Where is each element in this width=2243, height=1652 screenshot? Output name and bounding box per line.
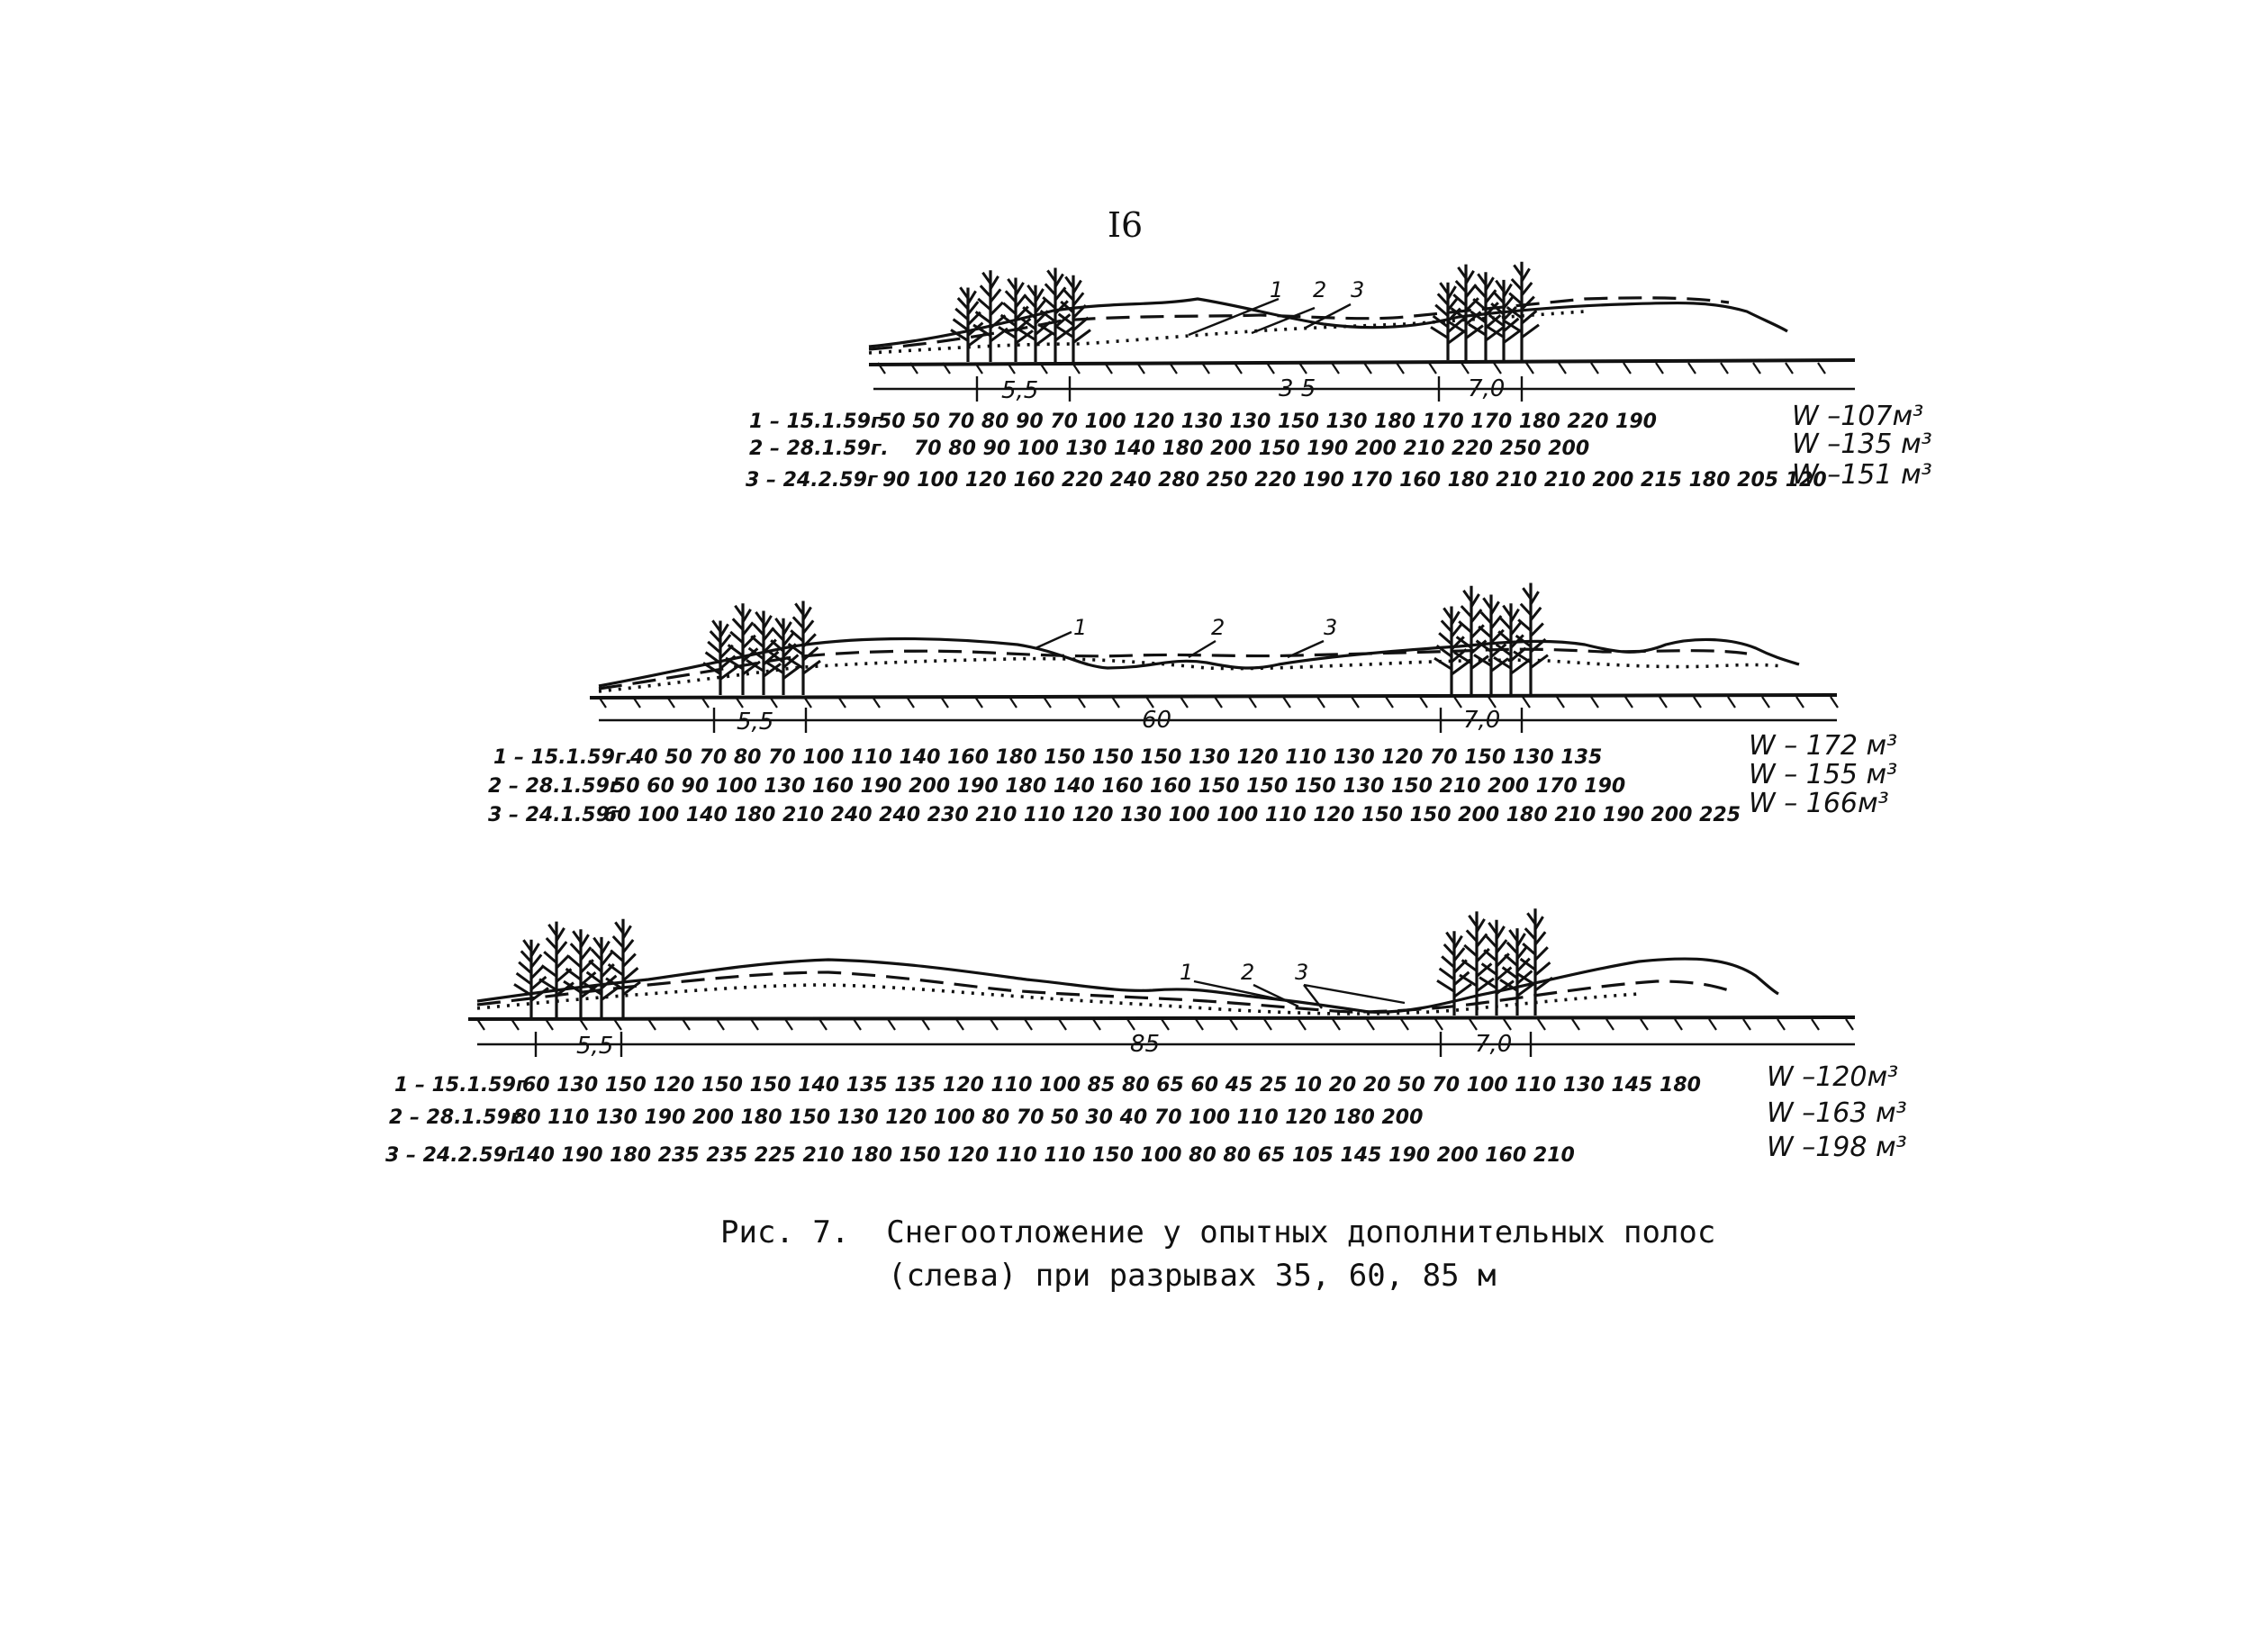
tree-belt-right (1431, 262, 1539, 360)
hatch-tick (1559, 363, 1566, 374)
hatch-tick (1762, 697, 1769, 708)
dim-gap: 3 5 (1279, 375, 1316, 402)
row-values-3: 140 190 180 235 235 225 210 180 150 120 110 110 150 100 80 80 65 105 145 190 200 160 210 (513, 1144, 1575, 1167)
dim-gap: 85 (1130, 1031, 1161, 1058)
dim-left-belt: 5,5 (576, 1033, 614, 1060)
hatch-tick (1786, 363, 1793, 374)
row-label-3: 3 – 24.2.59г (746, 469, 878, 492)
hatch-tick (819, 1019, 827, 1030)
row-label-3: 3 – 24.2.59г (385, 1144, 518, 1167)
row-values-2: 70 80 90 100 130 140 180 200 150 190 200 210 220 250 200 (914, 438, 1590, 460)
dimension-line (477, 1032, 1855, 1057)
hatch-tick (854, 1019, 861, 1030)
row-w-1: W –120м³ (1767, 1061, 1899, 1093)
hatch-tick (1675, 1019, 1682, 1030)
hatch-tick (1454, 697, 1461, 708)
hatch-tick (1283, 697, 1290, 708)
dim-right-belt: 7,0 (1468, 375, 1506, 402)
snow-profile-1 (477, 959, 1778, 1012)
hatch-tick (1299, 363, 1307, 374)
diagram-gap-35 (746, 262, 1932, 492)
hatch-tick (751, 1019, 758, 1030)
hatch-tick (1112, 697, 1119, 708)
hatch-tick (1526, 363, 1533, 374)
row-label-2: 2 – 28.1.59г. (749, 438, 889, 460)
ground-line (468, 1017, 1855, 1019)
hatch-tick (1721, 363, 1728, 374)
dimension-line (599, 708, 1837, 733)
row-w-2: W –135 м³ (1792, 429, 1932, 460)
row-label-3: 3 – 24.1.59г (488, 804, 620, 826)
tree-belt-left (703, 601, 820, 696)
row-values-1: 40 50 70 80 70 100 110 140 160 180 150 150 150 130 120 110 130 120 70 150 130 135 (630, 746, 1603, 769)
hatch-tick (1127, 1019, 1135, 1030)
hatch-tick (1352, 697, 1359, 708)
hatch-tick (1709, 1019, 1716, 1030)
hatch-tick (1660, 697, 1667, 708)
dim-gap: 60 (1142, 707, 1172, 734)
hatch-tick (1386, 697, 1393, 708)
hatch-tick (1557, 697, 1564, 708)
figure-caption (720, 1211, 1715, 1297)
hatch-tick (1215, 697, 1222, 708)
curve-label-1: 1 (1073, 615, 1088, 640)
curve-label-1: 1 (1180, 960, 1194, 985)
tree-belt-left (514, 919, 640, 1017)
hatch-tick (1397, 363, 1404, 374)
hatch-tick (1333, 1019, 1340, 1030)
hatch-tick (888, 1019, 895, 1030)
row-label-1: 1 – 15.1.59г (749, 411, 882, 433)
row-w-3: W –198 м³ (1767, 1132, 1907, 1163)
curve-leaders (1194, 981, 1405, 1008)
row-values-3: 90 100 120 160 220 240 280 250 220 190 170 160 180 210 210 200 215 180 205 120 (882, 469, 1827, 492)
hatch-tick (1606, 1019, 1614, 1030)
row-w-3: W – 166м³ (1749, 788, 1889, 819)
hatch-tick (1728, 697, 1735, 708)
snow-profile-3 (599, 659, 1783, 691)
caption-line-2: (слева) при разрывах 35, 60, 85 м (888, 1258, 1497, 1294)
row-label-1: 1 – 15.1.59г (394, 1074, 527, 1097)
hatch-tick (1461, 363, 1469, 374)
hatch-tick (683, 1019, 690, 1030)
row-w-1: W –107м³ (1792, 401, 1924, 432)
hatch-tick (648, 1019, 656, 1030)
row-w-1: W – 172 м³ (1749, 730, 1898, 762)
hatch-tick (1470, 1019, 1477, 1030)
row-label-2: 2 – 28.1.59г (488, 775, 620, 798)
curve-label-1: 1 (1270, 277, 1284, 302)
hatch-tick (614, 1019, 621, 1030)
hatch-tick (1504, 1019, 1511, 1030)
caption-line-1: Рис. 7. Снегоотложение у опытных дополнительных полос (720, 1214, 1716, 1250)
curve-label-3: 3 (1351, 277, 1365, 302)
row-values-3: 60 100 140 180 210 240 240 230 210 110 120 130 100 100 110 120 150 150 200 180 210 190 200 225 (603, 804, 1741, 826)
dim-left-belt: 5,5 (1001, 377, 1039, 404)
tree-belt-right (1437, 908, 1552, 1016)
hatch-tick (1332, 363, 1339, 374)
curve-label-2: 2 (1211, 615, 1226, 640)
hatch-tick (1298, 1019, 1306, 1030)
ground-line (590, 695, 1837, 698)
hatch-tick (990, 1019, 998, 1030)
row-label-2: 2 – 28.1.59г (389, 1106, 521, 1129)
hatch-tick (1401, 1019, 1408, 1030)
hatch-tick (1523, 697, 1530, 708)
hatch-tick (1743, 1019, 1750, 1030)
hatch-tick (717, 1019, 724, 1030)
hatch-tick (1317, 697, 1325, 708)
ground-hatching (477, 1019, 1853, 1030)
row-w-2: W – 155 м³ (1749, 759, 1898, 790)
hatch-tick (1249, 697, 1256, 708)
hatch-tick (1625, 697, 1633, 708)
row-values-1: 60 130 150 120 150 150 140 135 135 120 110 100 85 80 65 60 45 25 10 20 20 50 70 100 110 130 145 180 (522, 1074, 1701, 1097)
hatch-tick (1180, 697, 1188, 708)
tree-belt-left (951, 268, 1090, 363)
hatch-tick (1435, 1019, 1443, 1030)
hatch-tick (1364, 363, 1371, 374)
hatch-tick (1831, 697, 1838, 708)
curve-label-2: 2 (1313, 277, 1327, 302)
hatch-tick (1688, 363, 1696, 374)
diagram-gap-85 (385, 908, 1907, 1167)
hatch-tick (1777, 1019, 1785, 1030)
hatch-tick (1591, 697, 1598, 708)
hatch-tick (1623, 363, 1631, 374)
tree-belt-right (1434, 583, 1548, 695)
hatch-tick (1846, 1019, 1853, 1030)
curve-label-3: 3 (1324, 615, 1338, 640)
hatch-tick (1796, 697, 1804, 708)
hatch-tick (1196, 1019, 1203, 1030)
row-values-1: 50 50 70 80 90 70 100 120 130 130 150 130 180 170 170 180 220 190 (878, 411, 1657, 433)
hatch-tick (922, 1019, 929, 1030)
hatch-tick (1641, 1019, 1648, 1030)
hatch-tick (1025, 1019, 1032, 1030)
diagram-gap-60 (488, 583, 1897, 827)
curve-label-3: 3 (1295, 960, 1309, 985)
hatch-tick (1059, 1019, 1066, 1030)
hatch-tick (1093, 1019, 1100, 1030)
hatch-tick (785, 1019, 792, 1030)
dim-right-belt: 7,0 (1463, 707, 1501, 734)
hatch-tick (956, 1019, 963, 1030)
hatch-tick (1818, 363, 1825, 374)
hatch-tick (1694, 697, 1701, 708)
hatch-tick (1494, 363, 1501, 374)
row-w-3: W –151 м³ (1792, 459, 1932, 491)
hatch-tick (1367, 1019, 1374, 1030)
hatch-tick (1591, 363, 1598, 374)
dim-left-belt: 5,5 (737, 709, 774, 736)
row-values-2: 80 110 130 190 200 180 150 130 120 100 80 70 50 30 40 70 100 110 120 180 200 (513, 1106, 1424, 1129)
hatch-tick (1420, 697, 1427, 708)
snow-profile-2 (599, 649, 1747, 689)
curve-label-2: 2 (1241, 960, 1255, 985)
row-label-1: 1 – 15.1.59г. (493, 746, 633, 769)
dim-right-belt: 7,0 (1475, 1031, 1513, 1058)
hatch-tick (1162, 1019, 1169, 1030)
hatch-tick (1429, 363, 1436, 374)
hatch-tick (1656, 363, 1663, 374)
page-number: I6 (1108, 205, 1144, 245)
hatch-tick (1230, 1019, 1237, 1030)
hatch-tick (1812, 1019, 1819, 1030)
hatch-tick (1753, 363, 1760, 374)
hatch-tick (1538, 1019, 1545, 1030)
hatch-tick (1264, 1019, 1271, 1030)
row-values-2: 50 60 90 100 130 160 190 200 190 180 140 160 160 150 150 150 130 150 210 200 170 190 (612, 775, 1626, 798)
row-w-2: W –163 м³ (1767, 1097, 1907, 1129)
hatch-tick (1572, 1019, 1579, 1030)
